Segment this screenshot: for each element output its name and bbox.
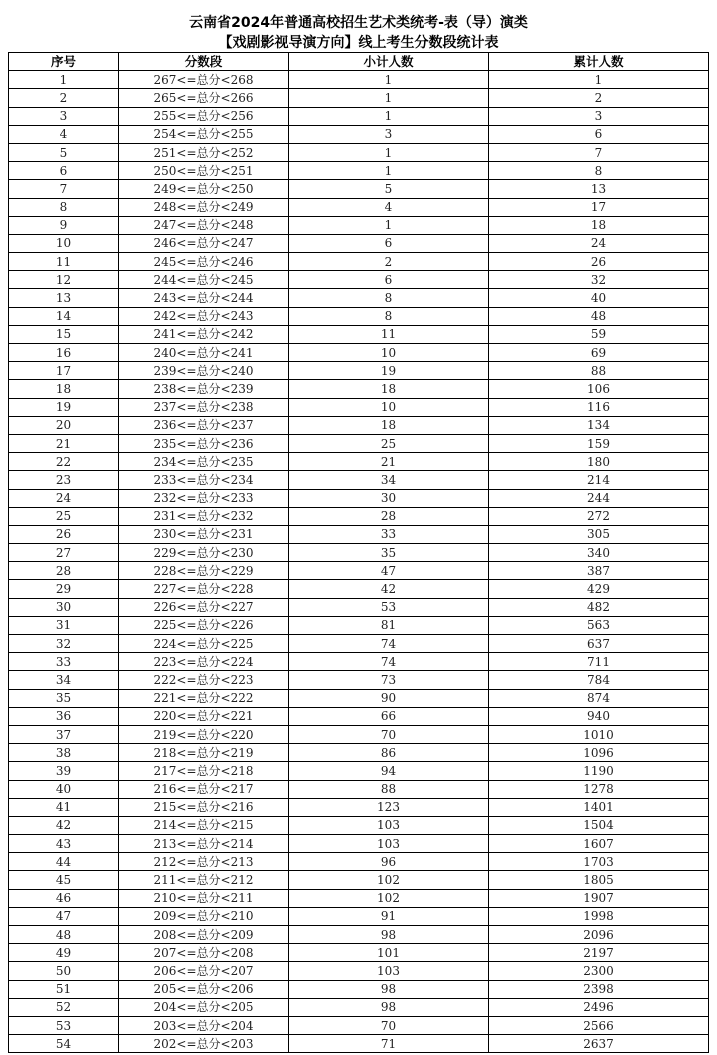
serial-number-cell: 8 bbox=[9, 198, 119, 216]
table-row bbox=[9, 889, 709, 907]
table-row bbox=[9, 89, 709, 107]
subtotal-count-cell: 102 bbox=[289, 871, 489, 889]
score-range-cell: 255<=总分<256 bbox=[119, 107, 289, 125]
cumulative-count-cell: 2096 bbox=[489, 926, 709, 944]
subtotal-count-cell: 102 bbox=[289, 889, 489, 907]
score-range-cell: 241<=总分<242 bbox=[119, 325, 289, 343]
cumulative-count-cell: 429 bbox=[489, 580, 709, 598]
serial-number-cell: 50 bbox=[9, 962, 119, 980]
cumulative-count-cell: 69 bbox=[489, 344, 709, 362]
subtotal-count-cell: 1 bbox=[289, 162, 489, 180]
table-row bbox=[9, 289, 709, 307]
cumulative-count-cell: 2496 bbox=[489, 998, 709, 1016]
table-row bbox=[9, 926, 709, 944]
serial-number-cell: 3 bbox=[9, 107, 119, 125]
table-row bbox=[9, 398, 709, 416]
subtotal-count-cell: 103 bbox=[289, 962, 489, 980]
table-row bbox=[9, 125, 709, 143]
header-serial-number: 序号 bbox=[9, 53, 119, 71]
cumulative-count-cell: 48 bbox=[489, 307, 709, 325]
subtotal-count-cell: 3 bbox=[289, 125, 489, 143]
cumulative-count-cell: 159 bbox=[489, 434, 709, 452]
header-cumulative-count: 累计人数 bbox=[489, 53, 709, 71]
serial-number-cell: 19 bbox=[9, 398, 119, 416]
subtotal-count-cell: 10 bbox=[289, 344, 489, 362]
subtotal-count-cell: 103 bbox=[289, 816, 489, 834]
subtotal-count-cell: 70 bbox=[289, 725, 489, 743]
score-range-cell: 210<=总分<211 bbox=[119, 889, 289, 907]
score-range-cell: 206<=总分<207 bbox=[119, 962, 289, 980]
subtotal-count-cell: 1 bbox=[289, 107, 489, 125]
subtotal-count-cell: 6 bbox=[289, 271, 489, 289]
serial-number-cell: 48 bbox=[9, 926, 119, 944]
score-range-cell: 251<=总分<252 bbox=[119, 143, 289, 161]
cumulative-count-cell: 1907 bbox=[489, 889, 709, 907]
cumulative-count-cell: 40 bbox=[489, 289, 709, 307]
score-range-cell: 247<=总分<248 bbox=[119, 216, 289, 234]
score-range-cell: 228<=总分<229 bbox=[119, 562, 289, 580]
score-distribution-table bbox=[8, 52, 709, 1053]
table-row bbox=[9, 434, 709, 452]
subtotal-count-cell: 2 bbox=[289, 253, 489, 271]
subtotal-count-cell: 28 bbox=[289, 507, 489, 525]
cumulative-count-cell: 1607 bbox=[489, 835, 709, 853]
score-range-cell: 217<=总分<218 bbox=[119, 762, 289, 780]
subtotal-count-cell: 1 bbox=[289, 89, 489, 107]
table-row bbox=[9, 107, 709, 125]
header-score-range: 分数段 bbox=[119, 53, 289, 71]
score-range-cell: 226<=总分<227 bbox=[119, 598, 289, 616]
subtotal-count-cell: 73 bbox=[289, 671, 489, 689]
serial-number-cell: 24 bbox=[9, 489, 119, 507]
score-range-cell: 237<=总分<238 bbox=[119, 398, 289, 416]
subtotal-count-cell: 103 bbox=[289, 835, 489, 853]
subtotal-count-cell: 6 bbox=[289, 234, 489, 252]
table-row bbox=[9, 453, 709, 471]
score-range-cell: 220<=总分<221 bbox=[119, 707, 289, 725]
subtotal-count-cell: 5 bbox=[289, 180, 489, 198]
subtotal-count-cell: 35 bbox=[289, 544, 489, 562]
serial-number-cell: 15 bbox=[9, 325, 119, 343]
serial-number-cell: 32 bbox=[9, 635, 119, 653]
subtotal-count-cell: 21 bbox=[289, 453, 489, 471]
serial-number-cell: 30 bbox=[9, 598, 119, 616]
cumulative-count-cell: 18 bbox=[489, 216, 709, 234]
subtotal-count-cell: 66 bbox=[289, 707, 489, 725]
serial-number-cell: 52 bbox=[9, 998, 119, 1016]
score-range-cell: 236<=总分<237 bbox=[119, 416, 289, 434]
table-row bbox=[9, 307, 709, 325]
score-range-cell: 243<=总分<244 bbox=[119, 289, 289, 307]
score-range-cell: 224<=总分<225 bbox=[119, 635, 289, 653]
header-subtotal-count: 小计人数 bbox=[289, 53, 489, 71]
cumulative-count-cell: 59 bbox=[489, 325, 709, 343]
score-range-cell: 211<=总分<212 bbox=[119, 871, 289, 889]
subtotal-count-cell: 98 bbox=[289, 980, 489, 998]
cumulative-count-cell: 2637 bbox=[489, 1035, 709, 1053]
subtotal-count-cell: 1 bbox=[289, 71, 489, 89]
subtotal-count-cell: 81 bbox=[289, 616, 489, 634]
cumulative-count-cell: 2300 bbox=[489, 962, 709, 980]
serial-number-cell: 31 bbox=[9, 616, 119, 634]
subtotal-count-cell: 19 bbox=[289, 362, 489, 380]
cumulative-count-cell: 1805 bbox=[489, 871, 709, 889]
subtotal-count-cell: 53 bbox=[289, 598, 489, 616]
cumulative-count-cell: 88 bbox=[489, 362, 709, 380]
score-range-cell: 219<=总分<220 bbox=[119, 725, 289, 743]
serial-number-cell: 10 bbox=[9, 234, 119, 252]
cumulative-count-cell: 1190 bbox=[489, 762, 709, 780]
table-row bbox=[9, 180, 709, 198]
score-range-cell: 250<=总分<251 bbox=[119, 162, 289, 180]
serial-number-cell: 44 bbox=[9, 853, 119, 871]
table-row bbox=[9, 198, 709, 216]
score-range-cell: 267<=总分<268 bbox=[119, 71, 289, 89]
subtotal-count-cell: 94 bbox=[289, 762, 489, 780]
table-row bbox=[9, 1035, 709, 1053]
subtotal-count-cell: 11 bbox=[289, 325, 489, 343]
subtotal-count-cell: 88 bbox=[289, 780, 489, 798]
serial-number-cell: 13 bbox=[9, 289, 119, 307]
table-row bbox=[9, 489, 709, 507]
table-row bbox=[9, 744, 709, 762]
subtotal-count-cell: 74 bbox=[289, 635, 489, 653]
subtotal-count-cell: 18 bbox=[289, 380, 489, 398]
serial-number-cell: 51 bbox=[9, 980, 119, 998]
table-row bbox=[9, 253, 709, 271]
cumulative-count-cell: 134 bbox=[489, 416, 709, 434]
serial-number-cell: 17 bbox=[9, 362, 119, 380]
cumulative-count-cell: 13 bbox=[489, 180, 709, 198]
table-row bbox=[9, 362, 709, 380]
serial-number-cell: 2 bbox=[9, 89, 119, 107]
subtotal-count-cell: 8 bbox=[289, 307, 489, 325]
table-row bbox=[9, 998, 709, 1016]
score-range-cell: 205<=总分<206 bbox=[119, 980, 289, 998]
score-range-cell: 230<=总分<231 bbox=[119, 525, 289, 543]
table-row bbox=[9, 944, 709, 962]
serial-number-cell: 12 bbox=[9, 271, 119, 289]
serial-number-cell: 53 bbox=[9, 1016, 119, 1034]
serial-number-cell: 38 bbox=[9, 744, 119, 762]
serial-number-cell: 14 bbox=[9, 307, 119, 325]
serial-number-cell: 45 bbox=[9, 871, 119, 889]
table-row bbox=[9, 562, 709, 580]
score-range-cell: 216<=总分<217 bbox=[119, 780, 289, 798]
table-row bbox=[9, 598, 709, 616]
table-row bbox=[9, 707, 709, 725]
score-range-cell: 203<=总分<204 bbox=[119, 1016, 289, 1034]
subtotal-count-cell: 86 bbox=[289, 744, 489, 762]
cumulative-count-cell: 6 bbox=[489, 125, 709, 143]
serial-number-cell: 41 bbox=[9, 798, 119, 816]
cumulative-count-cell: 1096 bbox=[489, 744, 709, 762]
cumulative-count-cell: 32 bbox=[489, 271, 709, 289]
table-row bbox=[9, 616, 709, 634]
score-range-cell: 223<=总分<224 bbox=[119, 653, 289, 671]
subtotal-count-cell: 98 bbox=[289, 998, 489, 1016]
subtotal-count-cell: 96 bbox=[289, 853, 489, 871]
table-row bbox=[9, 471, 709, 489]
subtotal-count-cell: 30 bbox=[289, 489, 489, 507]
cumulative-count-cell: 1278 bbox=[489, 780, 709, 798]
score-range-cell: 234<=总分<235 bbox=[119, 453, 289, 471]
subtotal-count-cell: 1 bbox=[289, 143, 489, 161]
serial-number-cell: 27 bbox=[9, 544, 119, 562]
table-row bbox=[9, 671, 709, 689]
score-range-cell: 218<=总分<219 bbox=[119, 744, 289, 762]
subtotal-count-cell: 1 bbox=[289, 216, 489, 234]
cumulative-count-cell: 482 bbox=[489, 598, 709, 616]
cumulative-count-cell: 1504 bbox=[489, 816, 709, 834]
cumulative-count-cell: 1703 bbox=[489, 853, 709, 871]
table-row bbox=[9, 544, 709, 562]
table-row bbox=[9, 162, 709, 180]
cumulative-count-cell: 340 bbox=[489, 544, 709, 562]
score-range-cell: 248<=总分<249 bbox=[119, 198, 289, 216]
serial-number-cell: 1 bbox=[9, 71, 119, 89]
cumulative-count-cell: 784 bbox=[489, 671, 709, 689]
score-range-cell: 207<=总分<208 bbox=[119, 944, 289, 962]
table-row bbox=[9, 344, 709, 362]
subtotal-count-cell: 10 bbox=[289, 398, 489, 416]
score-range-cell: 242<=总分<243 bbox=[119, 307, 289, 325]
score-range-cell: 229<=总分<230 bbox=[119, 544, 289, 562]
serial-number-cell: 21 bbox=[9, 434, 119, 452]
score-range-cell: 209<=总分<210 bbox=[119, 907, 289, 925]
cumulative-count-cell: 180 bbox=[489, 453, 709, 471]
serial-number-cell: 36 bbox=[9, 707, 119, 725]
cumulative-count-cell: 387 bbox=[489, 562, 709, 580]
serial-number-cell: 49 bbox=[9, 944, 119, 962]
subtotal-count-cell: 91 bbox=[289, 907, 489, 925]
serial-number-cell: 47 bbox=[9, 907, 119, 925]
cumulative-count-cell: 1998 bbox=[489, 907, 709, 925]
serial-number-cell: 33 bbox=[9, 653, 119, 671]
serial-number-cell: 16 bbox=[9, 344, 119, 362]
cumulative-count-cell: 244 bbox=[489, 489, 709, 507]
score-range-cell: 239<=总分<240 bbox=[119, 362, 289, 380]
table-row bbox=[9, 580, 709, 598]
serial-number-cell: 7 bbox=[9, 180, 119, 198]
table-row bbox=[9, 525, 709, 543]
serial-number-cell: 43 bbox=[9, 835, 119, 853]
serial-number-cell: 5 bbox=[9, 143, 119, 161]
score-range-cell: 238<=总分<239 bbox=[119, 380, 289, 398]
cumulative-count-cell: 2398 bbox=[489, 980, 709, 998]
subtotal-count-cell: 42 bbox=[289, 580, 489, 598]
cumulative-count-cell: 24 bbox=[489, 234, 709, 252]
table-row bbox=[9, 416, 709, 434]
serial-number-cell: 22 bbox=[9, 453, 119, 471]
serial-number-cell: 29 bbox=[9, 580, 119, 598]
subtotal-count-cell: 47 bbox=[289, 562, 489, 580]
table-row bbox=[9, 234, 709, 252]
cumulative-count-cell: 1401 bbox=[489, 798, 709, 816]
score-range-cell: 245<=总分<246 bbox=[119, 253, 289, 271]
document-subtitle: 【戏剧影视导演方向】线上考生分数段统计表 bbox=[218, 35, 499, 51]
score-range-cell: 249<=总分<250 bbox=[119, 180, 289, 198]
table-row bbox=[9, 980, 709, 998]
table-row bbox=[9, 816, 709, 834]
cumulative-count-cell: 8 bbox=[489, 162, 709, 180]
serial-number-cell: 34 bbox=[9, 671, 119, 689]
cumulative-count-cell: 116 bbox=[489, 398, 709, 416]
table-row bbox=[9, 853, 709, 871]
subtotal-count-cell: 123 bbox=[289, 798, 489, 816]
score-range-cell: 204<=总分<205 bbox=[119, 998, 289, 1016]
serial-number-cell: 39 bbox=[9, 762, 119, 780]
score-range-cell: 214<=总分<215 bbox=[119, 816, 289, 834]
score-range-cell: 215<=总分<216 bbox=[119, 798, 289, 816]
cumulative-count-cell: 563 bbox=[489, 616, 709, 634]
score-range-cell: 265<=总分<266 bbox=[119, 89, 289, 107]
score-range-cell: 222<=总分<223 bbox=[119, 671, 289, 689]
cumulative-count-cell: 106 bbox=[489, 380, 709, 398]
subtotal-count-cell: 8 bbox=[289, 289, 489, 307]
subtotal-count-cell: 18 bbox=[289, 416, 489, 434]
table-row bbox=[9, 1016, 709, 1034]
table-row bbox=[9, 271, 709, 289]
subtotal-count-cell: 74 bbox=[289, 653, 489, 671]
cumulative-count-cell: 1010 bbox=[489, 725, 709, 743]
document-title: 云南省2024年普通高校招生艺术类统考-表（导）演类 bbox=[189, 15, 528, 31]
cumulative-count-cell: 1 bbox=[489, 71, 709, 89]
serial-number-cell: 20 bbox=[9, 416, 119, 434]
table-row bbox=[9, 325, 709, 343]
subtotal-count-cell: 4 bbox=[289, 198, 489, 216]
serial-number-cell: 46 bbox=[9, 889, 119, 907]
score-range-cell: 254<=总分<255 bbox=[119, 125, 289, 143]
serial-number-cell: 37 bbox=[9, 725, 119, 743]
serial-number-cell: 35 bbox=[9, 689, 119, 707]
subtotal-count-cell: 98 bbox=[289, 926, 489, 944]
score-range-cell: 208<=总分<209 bbox=[119, 926, 289, 944]
header-row bbox=[9, 53, 709, 71]
table-row bbox=[9, 962, 709, 980]
cumulative-count-cell: 874 bbox=[489, 689, 709, 707]
score-range-cell: 244<=总分<245 bbox=[119, 271, 289, 289]
cumulative-count-cell: 3 bbox=[489, 107, 709, 125]
subtotal-count-cell: 25 bbox=[289, 434, 489, 452]
score-range-cell: 232<=总分<233 bbox=[119, 489, 289, 507]
table-row bbox=[9, 653, 709, 671]
table-row bbox=[9, 507, 709, 525]
cumulative-count-cell: 305 bbox=[489, 525, 709, 543]
cumulative-count-cell: 2 bbox=[489, 89, 709, 107]
serial-number-cell: 54 bbox=[9, 1035, 119, 1053]
cumulative-count-cell: 940 bbox=[489, 707, 709, 725]
cumulative-count-cell: 2197 bbox=[489, 944, 709, 962]
table-row bbox=[9, 725, 709, 743]
subtotal-count-cell: 70 bbox=[289, 1016, 489, 1034]
score-range-cell: 202<=总分<203 bbox=[119, 1035, 289, 1053]
cumulative-count-cell: 26 bbox=[489, 253, 709, 271]
cumulative-count-cell: 2566 bbox=[489, 1016, 709, 1034]
subtotal-count-cell: 101 bbox=[289, 944, 489, 962]
serial-number-cell: 40 bbox=[9, 780, 119, 798]
serial-number-cell: 23 bbox=[9, 471, 119, 489]
table-row bbox=[9, 71, 709, 89]
cumulative-count-cell: 7 bbox=[489, 143, 709, 161]
score-range-cell: 221<=总分<222 bbox=[119, 689, 289, 707]
table-row bbox=[9, 798, 709, 816]
table-row bbox=[9, 762, 709, 780]
subtotal-count-cell: 90 bbox=[289, 689, 489, 707]
table-row bbox=[9, 780, 709, 798]
score-range-cell: 235<=总分<236 bbox=[119, 434, 289, 452]
table-row bbox=[9, 216, 709, 234]
table-row bbox=[9, 635, 709, 653]
table-row bbox=[9, 143, 709, 161]
table-row bbox=[9, 871, 709, 889]
cumulative-count-cell: 272 bbox=[489, 507, 709, 525]
table-header bbox=[9, 53, 709, 71]
serial-number-cell: 26 bbox=[9, 525, 119, 543]
serial-number-cell: 9 bbox=[9, 216, 119, 234]
serial-number-cell: 18 bbox=[9, 380, 119, 398]
serial-number-cell: 11 bbox=[9, 253, 119, 271]
cumulative-count-cell: 214 bbox=[489, 471, 709, 489]
score-range-cell: 212<=总分<213 bbox=[119, 853, 289, 871]
score-range-cell: 213<=总分<214 bbox=[119, 835, 289, 853]
table-row bbox=[9, 835, 709, 853]
score-range-cell: 225<=总分<226 bbox=[119, 616, 289, 634]
serial-number-cell: 25 bbox=[9, 507, 119, 525]
serial-number-cell: 28 bbox=[9, 562, 119, 580]
cumulative-count-cell: 17 bbox=[489, 198, 709, 216]
table-body bbox=[9, 71, 709, 1053]
score-range-cell: 231<=总分<232 bbox=[119, 507, 289, 525]
cumulative-count-cell: 637 bbox=[489, 635, 709, 653]
score-range-cell: 240<=总分<241 bbox=[119, 344, 289, 362]
serial-number-cell: 4 bbox=[9, 125, 119, 143]
serial-number-cell: 42 bbox=[9, 816, 119, 834]
cumulative-count-cell: 711 bbox=[489, 653, 709, 671]
score-range-cell: 246<=总分<247 bbox=[119, 234, 289, 252]
table-row bbox=[9, 380, 709, 398]
subtotal-count-cell: 34 bbox=[289, 471, 489, 489]
subtotal-count-cell: 33 bbox=[289, 525, 489, 543]
serial-number-cell: 6 bbox=[9, 162, 119, 180]
table-row bbox=[9, 907, 709, 925]
score-range-cell: 233<=总分<234 bbox=[119, 471, 289, 489]
subtotal-count-cell: 71 bbox=[289, 1035, 489, 1053]
table-row bbox=[9, 689, 709, 707]
score-range-cell: 227<=总分<228 bbox=[119, 580, 289, 598]
